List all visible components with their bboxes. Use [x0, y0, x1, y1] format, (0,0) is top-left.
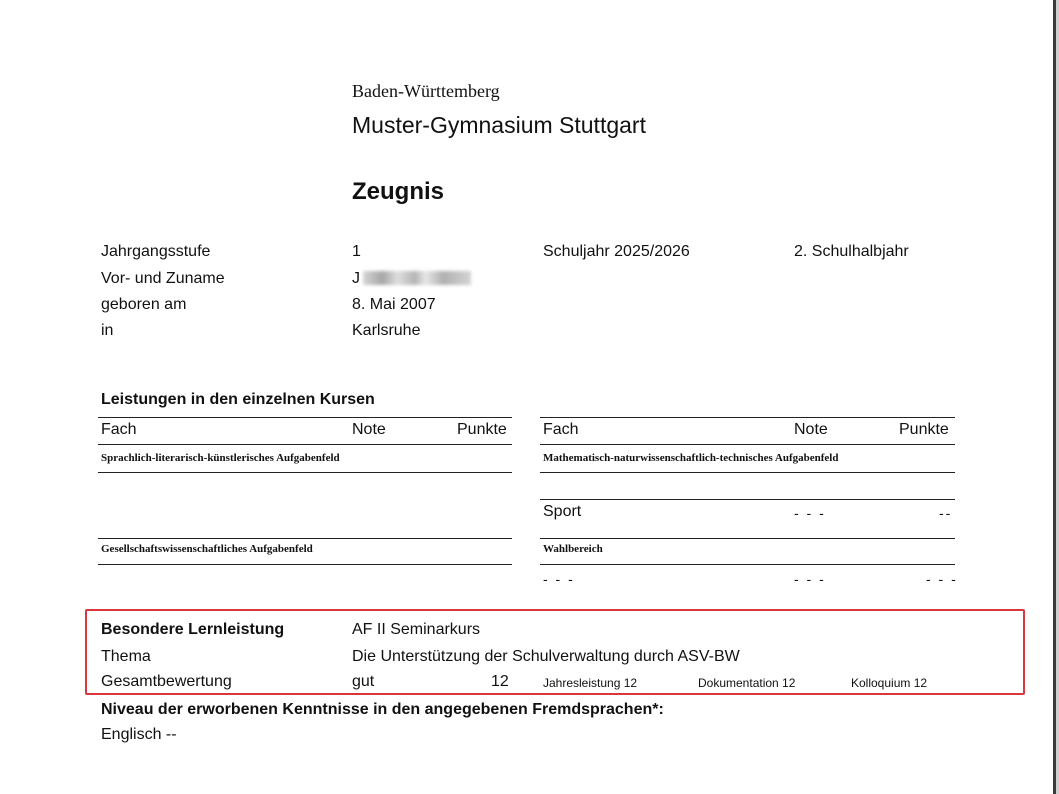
special-value: AF II Seminarkurs — [352, 621, 481, 638]
languages-title: Niveau der erworbenen Kenntnisse in den angegebenen Fremdsprachen*: — [101, 701, 664, 718]
special-label: Besondere Lernleistung — [101, 621, 285, 638]
redacted-name — [363, 271, 471, 285]
elective-points: - - - — [926, 571, 958, 587]
col-grade: Note — [352, 421, 386, 438]
overall-points: 12 — [491, 673, 509, 690]
elective-grade: - - - — [794, 571, 826, 587]
overall-label: Gesamtbewertung — [101, 673, 232, 690]
overall-grade: gut — [352, 673, 375, 690]
divider — [540, 472, 955, 473]
field-social-sciences: Gesellschaftswissenschaftliches Aufgabenfeld — [101, 543, 313, 555]
year-performance: Jahresleistung 12 — [543, 676, 638, 690]
divider — [98, 564, 512, 565]
state-name: Baden-Württemberg — [352, 81, 500, 101]
field-science: Mathematisch-naturwissenschaftlich-technisches Aufgabenfeld — [543, 452, 839, 464]
col-points: Punkte — [899, 421, 949, 438]
name-initial: J — [352, 270, 360, 287]
documentation-score: Dokumentation 12 — [698, 676, 796, 690]
courses-title: Leistungen in den einzelnen Kursen — [101, 391, 375, 408]
born-label: geboren am — [101, 296, 187, 313]
name-label: Vor- und Zuname — [101, 270, 225, 287]
divider — [98, 472, 512, 473]
divider — [540, 538, 955, 539]
col-grade: Note — [794, 421, 828, 438]
sport-grade: - - - — [794, 505, 826, 521]
school-name: Muster-Gymnasium Stuttgart — [352, 112, 646, 138]
theme-label: Thema — [101, 648, 151, 665]
col-points: Punkte — [457, 421, 507, 438]
english-level: Englisch -- — [101, 726, 177, 743]
divider — [98, 538, 512, 539]
field-language-arts: Sprachlich-literarisch-künstlerisches Aufgabenfeld — [101, 452, 340, 464]
field-electives: Wahlbereich — [543, 543, 603, 555]
elective-subject: - - - — [543, 571, 575, 587]
divider — [540, 499, 955, 500]
born-value: 8. Mai 2007 — [352, 296, 436, 313]
divider — [540, 417, 955, 418]
grade-value: 1 — [352, 243, 361, 260]
sport-points: -- — [939, 505, 953, 521]
sport-subject: Sport — [543, 503, 582, 520]
col-subject: Fach — [101, 421, 137, 438]
school-year: Schuljahr 2025/2026 — [543, 243, 690, 260]
col-subject: Fach — [543, 421, 579, 438]
place-label: in — [101, 322, 114, 339]
place-value: Karlsruhe — [352, 322, 421, 339]
grade-label: Jahrgangsstufe — [101, 243, 211, 260]
document-title: Zeugnis — [352, 178, 445, 205]
term: 2. Schulhalbjahr — [794, 243, 909, 260]
divider — [98, 444, 512, 445]
colloquium-score: Kolloquium 12 — [851, 676, 928, 690]
divider — [540, 564, 955, 565]
theme-value: Die Unterstützung der Schulverwaltung durch ASV-BW — [352, 648, 740, 665]
divider — [98, 417, 512, 418]
divider — [540, 444, 955, 445]
